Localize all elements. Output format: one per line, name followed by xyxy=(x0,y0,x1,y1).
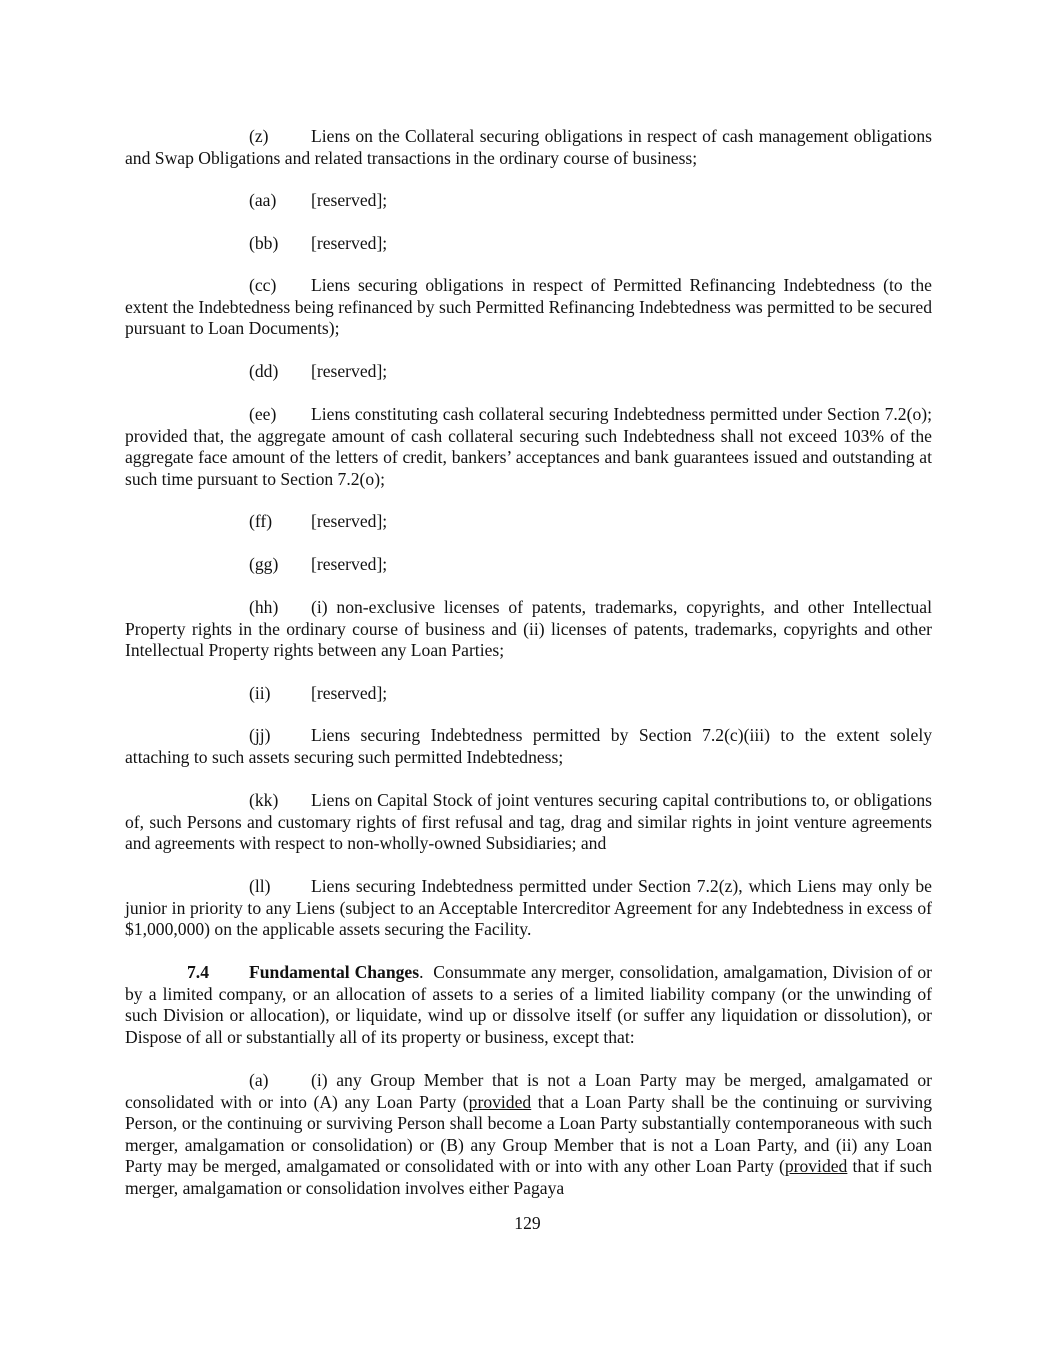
clause-label: (z) xyxy=(249,126,269,146)
clause-jj xyxy=(125,725,932,768)
provided-term: provided xyxy=(468,1091,532,1112)
clause-aa xyxy=(249,190,387,212)
clause-text-part2: that a Loan Party shall be the continuing or surviving Person, or the continuing or surviving Person shall become a Loan Party substantially contemporaneous with such merger, amalgamation or consolidation) or (B) any Group Member that is not a Loan Party, and (ii) any Loan Party may be merged, amalgamated or consolidated with or into with any other Loan Party ( xyxy=(125,1091,932,1176)
clause-text: [reserved]; xyxy=(311,554,388,574)
clause-label: (bb) xyxy=(249,233,279,253)
clause-label: (a) xyxy=(249,1070,269,1090)
clause-label: (cc) xyxy=(249,275,277,295)
clause-text: [reserved]; xyxy=(311,683,388,703)
clause-text-part1: (i) any Group Member that is not a Loan Party may be merged, amalgamated or consolidated with or into (A) any Loan Party ( xyxy=(125,1070,932,1112)
clause-text: Liens securing obligations in respect of Permitted Refinancing Indebtedness (to the extent the Indebtedness being refinanced by such Permitted Refinancing Indebtedness was permitted to be secured pursuant to Loan Documents); xyxy=(125,275,932,338)
section-number: 7.4 xyxy=(187,962,209,982)
clause-a xyxy=(125,1070,932,1199)
clause-text: (i) non-exclusive licenses of patents, trademarks, copyrights, and other Intellectual Property rights in the ordinary course of business and (ii) licenses of patents, trademarks, copyrights and other Intellectual Property rights between any Loan Parties; xyxy=(125,597,932,660)
section-title: Fundamental Changes xyxy=(249,962,420,982)
clause-label: (ee) xyxy=(249,404,277,424)
clause-text: [reserved]; xyxy=(311,190,388,210)
clause-text: [reserved]; xyxy=(311,511,388,531)
clause-label: (kk) xyxy=(249,790,279,810)
clause-hh xyxy=(125,597,932,662)
clause-label: (hh) xyxy=(249,597,279,617)
section-7-4 xyxy=(125,962,932,1048)
clause-cc xyxy=(125,275,932,340)
clause-label: (ll) xyxy=(249,876,271,896)
clause-label: (ff) xyxy=(249,511,273,531)
clause-text: Liens constituting cash collateral securing Indebtedness permitted under Section 7.2(o); provided that, the aggregate amount of cash collateral securing such Indebtedness shall not exceed 103% of the aggregate face amount of the letters of credit, bankers’ acceptances and bank guarantees issued and outstanding at such time pursuant to Section 7.2(o); xyxy=(125,404,932,489)
clause-text: [reserved]; xyxy=(311,361,388,381)
clause-text: Liens on the Collateral securing obligations in respect of cash management obligations and Swap Obligations and related transactions in the ordinary course of business; xyxy=(125,126,932,168)
clause-ee xyxy=(125,404,932,490)
clause-ff xyxy=(249,511,387,533)
clause-z xyxy=(125,126,932,169)
clause-kk xyxy=(125,790,932,855)
clause-label: (dd) xyxy=(249,361,279,381)
clause-text: Liens securing Indebtedness permitted under Section 7.2(z), which Liens may only be junior in priority to any Liens (subject to an Acceptable Intercreditor Agreement for any Indebtedness in excess of $1,000,000) on the applicable assets securing the Facility. xyxy=(125,876,932,939)
clause-text-part3: that if such merger, amalgamation or consolidation involves either Pagaya xyxy=(125,1156,932,1198)
clause-label: (jj) xyxy=(249,725,271,745)
clause-dd xyxy=(249,361,387,383)
provided-term: provided xyxy=(784,1156,848,1176)
clause-label: (aa) xyxy=(249,190,277,210)
page-number: 129 xyxy=(514,1213,541,1233)
clause-label: (gg) xyxy=(249,554,279,574)
clause-bb xyxy=(249,233,387,255)
clause-text: Liens securing Indebtedness permitted by Section 7.2(c)(iii) to the extent solely attaching to such assets securing such permitted Indebtedness; xyxy=(125,725,932,767)
section-text: Consummate any merger, consolidation, amalgamation, Division of or by a limited company, or an allocation of assets to a series of a limited liability company (or the unwinding of such Division or allocation), or liquidate, wind up or dissolve itself (or suffer any liquidation or dissolution), or Dispose of all or substantially all of its property or business, except that: xyxy=(125,962,932,1047)
clause-gg xyxy=(249,554,387,576)
clause-text: [reserved]; xyxy=(311,233,388,253)
clause-ll xyxy=(125,876,932,941)
clause-text: Liens on Capital Stock of joint ventures securing capital contributions to, or obligations of, such Persons and customary rights of first refusal and tag, drag and similar rights in joint venture agreements and agreements with respect to non-wholly-owned Subsidiaries; and xyxy=(125,790,932,853)
section-title-punct: . xyxy=(419,962,424,982)
clause-label: (ii) xyxy=(249,683,271,703)
clause-ii xyxy=(249,683,387,705)
